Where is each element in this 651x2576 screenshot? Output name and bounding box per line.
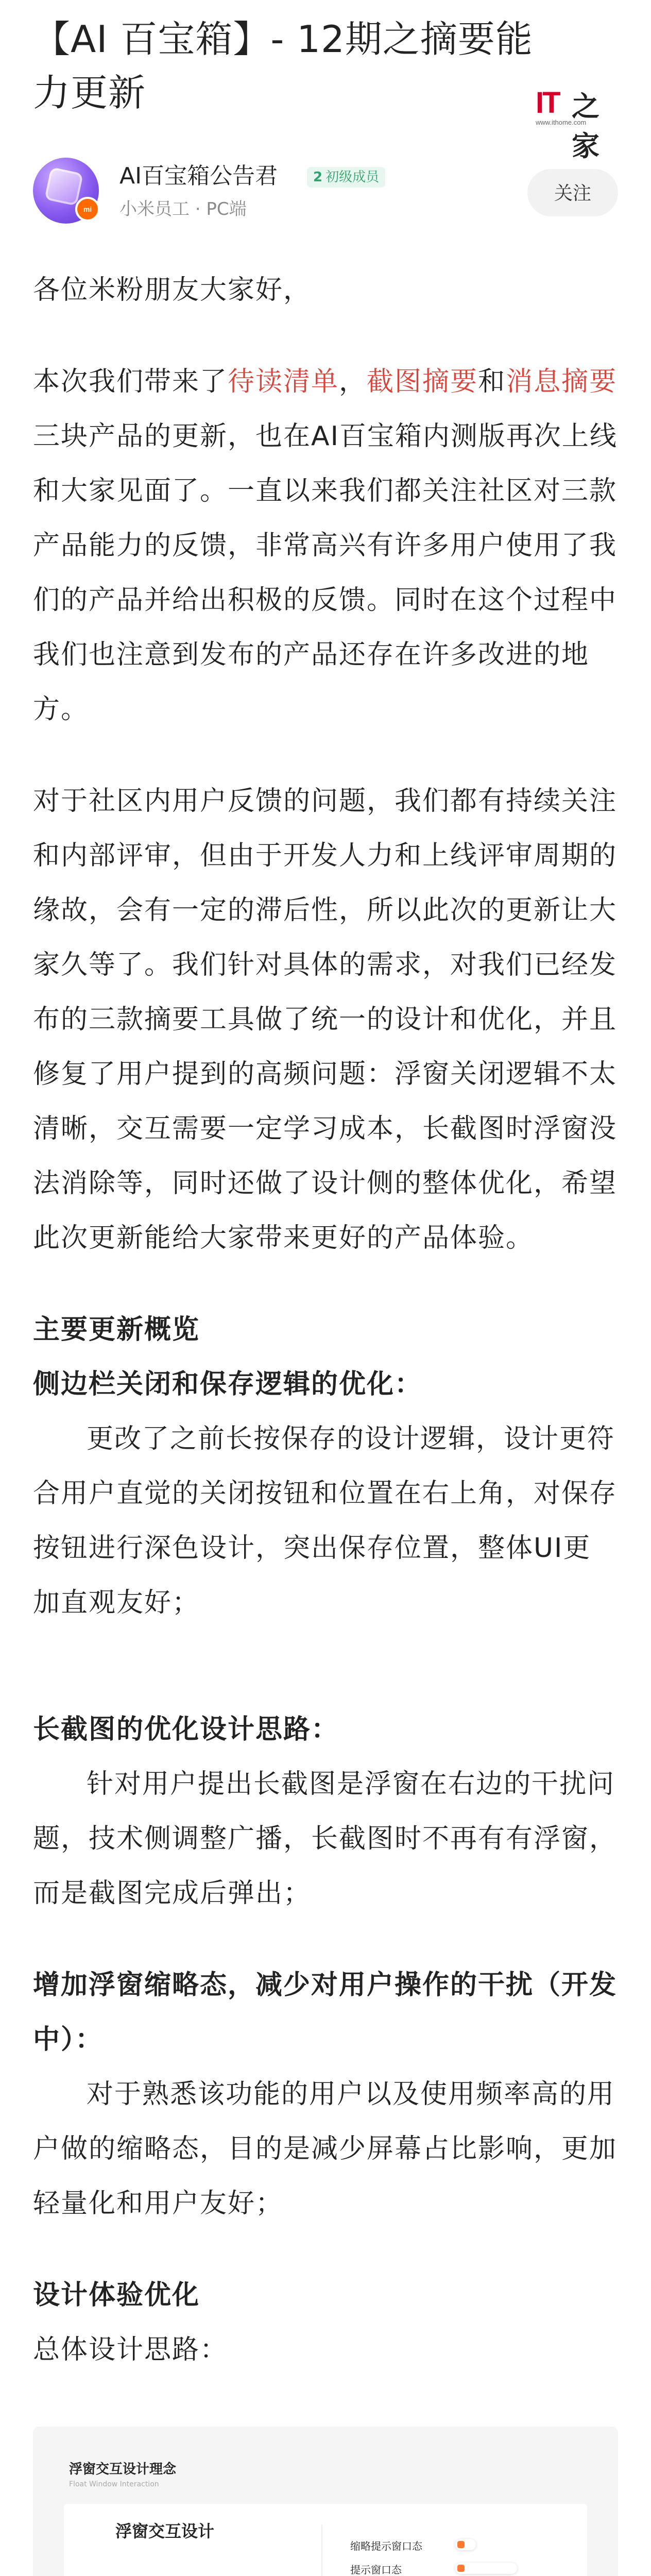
design-divider bbox=[321, 2524, 322, 2576]
state-label-1: 缩略提示窗口态 bbox=[350, 2540, 422, 2552]
float-dot-icon bbox=[457, 2541, 465, 2548]
author-name[interactable]: AI百宝箱公告君 bbox=[119, 163, 278, 189]
design-subheading: 总体设计思路： bbox=[33, 2334, 228, 2365]
intro-sep-1: ， bbox=[339, 366, 367, 397]
level-number: 2 bbox=[313, 170, 323, 185]
follow-button[interactable]: 关注 bbox=[527, 169, 618, 216]
mini-float-pill bbox=[455, 2539, 476, 2550]
highlight-message-summary[interactable]: 消息摘要 bbox=[506, 366, 618, 397]
section-3-heading: 增加浮窗缩略态，减少对用户操作的干扰（开发中）： bbox=[33, 1970, 618, 2055]
design-image-title: 浮窗交互设计理念 bbox=[69, 2462, 177, 2477]
tip-float-pill bbox=[455, 2563, 517, 2574]
ithome-logo[interactable] bbox=[536, 82, 618, 162]
state-label-2: 提示窗口态 bbox=[350, 2564, 402, 2576]
intro-sep-2: 和 bbox=[478, 366, 506, 397]
section-3-text: 对于熟悉该功能的用户以及使用频率高的用户做的缩略态，目的是减少屏幕占比影响，更加轻量化和用户友好； bbox=[33, 2079, 618, 2219]
intro-text-1: 本次我们带来了 bbox=[33, 366, 228, 397]
overview-heading: 主要更新概览 bbox=[33, 1314, 200, 1345]
design-image-left-title: 浮窗交互设计 bbox=[115, 2521, 215, 2541]
ithome-logo-char: 之家 bbox=[572, 90, 599, 162]
section-1-text: 更改了之前长按保存的设计逻辑，设计更符合用户直觉的关闭按钮和位置在右上角，对保存按钮进行深色设计，突出保存位置，整体UI更加直观友好； bbox=[33, 1423, 618, 1618]
section-1-heading: 侧边栏关闭和保存逻辑的优化： bbox=[33, 1369, 423, 1400]
highlight-screenshot-summary[interactable]: 截图摘要 bbox=[367, 366, 478, 397]
level-badge bbox=[307, 167, 385, 188]
author-meta: 小米员工 · PC端 bbox=[119, 199, 247, 219]
avatar-cube-icon bbox=[44, 167, 83, 206]
level-label: 初级成员 bbox=[326, 170, 380, 185]
intro-text-2: 三块产品的更新，也在AI百宝箱内测版再次上线和大家见面了。一直以来我们都关注社区对三款产品能力的反馈，非常高兴有许多用户使用了我们的产品并给出积极的反馈。同时在这个过程中我们也注意到发布的产品还存在许多改进的地方。 bbox=[33, 421, 618, 725]
design-image-inner bbox=[64, 2452, 587, 2576]
greeting: 各位米粉朋友大家好， bbox=[33, 275, 312, 306]
design-heading: 设计体验优化 bbox=[33, 2280, 200, 2311]
design-image-subtitle: Float Window Interaction bbox=[69, 2480, 159, 2488]
paragraph-feedback: 对于社区内用户反馈的问题，我们都有持续关注和内部评审，但由于开发人力和上线评审周期的缘故，会有一定的滞后性，所以此次的更新让大家久等了。我们针对具体的需求，对我们已经发布的三款摘要工具做了统一的设计和优化，并且修复了用户提到的高频问题：浮窗关闭逻辑不太清晰，交互需要一定学习成本，长截图时浮窗没法消除等，同时还做了设计侧的整体优化，希望此次更新能给大家带来更好的产品体验。 bbox=[33, 786, 618, 1253]
article-body bbox=[33, 263, 618, 2377]
paragraph-intro bbox=[33, 354, 618, 737]
section-2-text: 针对用户提出长截图是浮窗在右边的干扰问题，技术侧调整广播，长截图时不再有有浮窗，而是截图完成后弹出； bbox=[33, 1769, 618, 1909]
ithome-logo-url: www.ithome.com bbox=[536, 118, 587, 126]
design-image[interactable] bbox=[33, 2427, 618, 2576]
article-title: 【AI 百宝箱】- 12期之摘要能力更新 bbox=[33, 18, 533, 114]
section-2-heading: 长截图的优化设计思路： bbox=[33, 1714, 339, 1745]
float-dot-icon bbox=[457, 2565, 465, 2572]
avatar[interactable] bbox=[33, 158, 99, 224]
mi-badge-icon: mi bbox=[75, 197, 100, 222]
author-bar bbox=[33, 158, 618, 230]
highlight-reading-list[interactable]: 待读清单 bbox=[228, 366, 339, 397]
ithome-logo-letters: IT bbox=[536, 86, 559, 120]
